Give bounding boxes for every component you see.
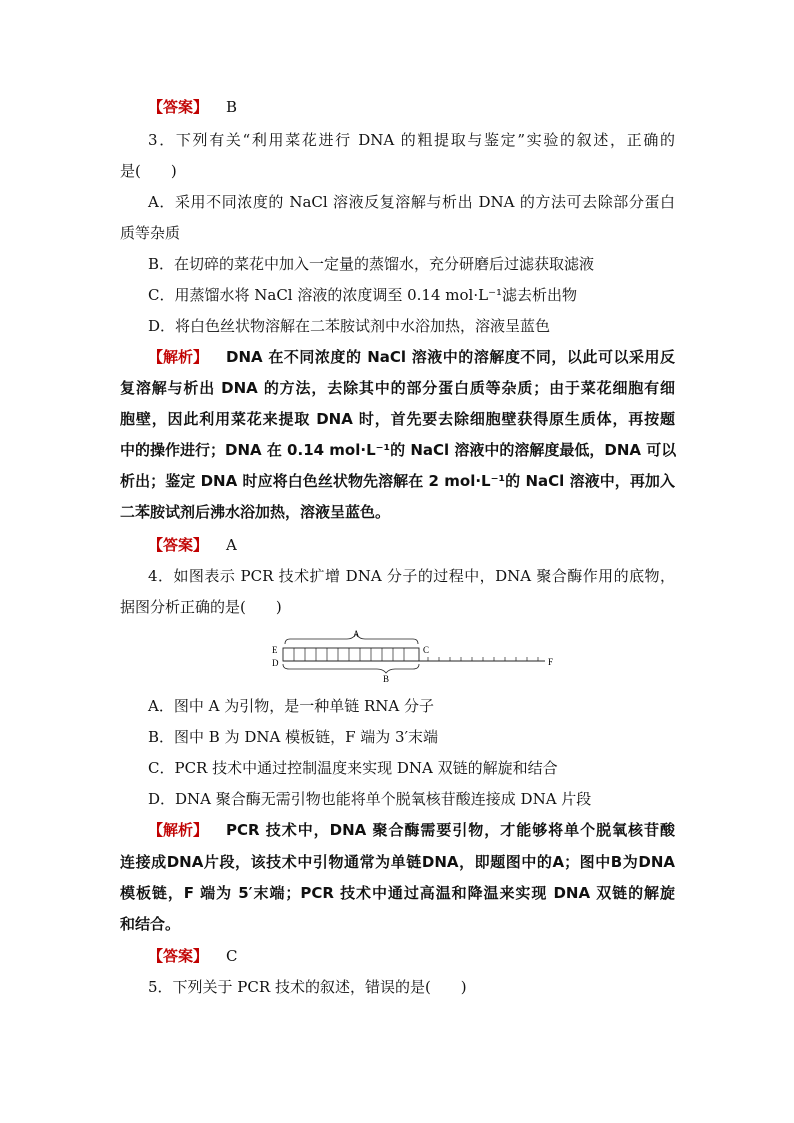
- q3-analysis-line1: [148, 347, 675, 367]
- q3-analysis-line5: 析出；鉴定 DNA 时应将白色丝状物先溶解在 2 mol·L⁻¹的 NaCl 溶液中，再加入: [120, 472, 675, 490]
- label-e: E: [272, 645, 278, 655]
- q3-answer-value: A: [226, 536, 237, 554]
- q3-stem-line1: 3．下列有关“利用菜花进行 DNA 的粗提取与鉴定”实验的叙述，正确的: [148, 131, 675, 149]
- q3-analysis-line3: 胞壁，因此利用菜花来提取 DNA 时，首先要去除细胞壁获得原生质体，再按题: [120, 410, 675, 428]
- brace-a: [285, 634, 418, 644]
- q4-analysis-line4: 和结合。: [120, 915, 181, 933]
- q4-answer-line: [148, 946, 238, 966]
- q3-option-c: C．用蒸馏水将 NaCl 溶液的浓度调至 0.14 mol·L⁻¹滤去析出物: [148, 286, 578, 304]
- q4-analysis-line1: [148, 820, 675, 840]
- q3-analysis-line2: 复溶解与析出 DNA 的方法，去除其中的部分蛋白质等杂质；由于菜花细胞有细: [120, 379, 675, 397]
- q3-analysis-text1: DNA 在不同浓度的 NaCl 溶液中的溶解度不同，以此可以采用反: [226, 348, 675, 366]
- q3-option-b: B．在切碎的菜花中加入一定量的蒸馏水，充分研磨后过滤获取滤液: [148, 255, 595, 273]
- q4-option-a: A．图中 A 为引物，是一种单链 RNA 分子: [148, 697, 434, 715]
- answer-label: 【答案】: [148, 98, 209, 116]
- q4-option-c: C．PCR 技术中通过控制温度来实现 DNA 双链的解旋和结合: [148, 759, 558, 777]
- label-d: D: [272, 658, 279, 668]
- brace-b: [283, 664, 419, 673]
- q3-analysis-line6: 二苯胺试剂后沸水浴加热，溶液呈蓝色。: [120, 503, 391, 521]
- q4-analysis-line2: 连接成DNA片段，该技术中引物通常为单链DNA，即题图中的A；图中B为DNA: [120, 853, 675, 871]
- q4-analysis-line3: 模板链，F 端为 5′末端；PCR 技术中通过高温和降温来实现 DNA 双链的解旋: [120, 884, 675, 902]
- q4-stem-line2: 据图分析正确的是( ): [120, 598, 282, 616]
- q4-analysis-text1: PCR 技术中，DNA 聚合酶需要引物，才能够将单个脱氧核苷酸: [226, 821, 675, 839]
- primer-strand: [283, 648, 419, 661]
- primer-segments: [294, 648, 404, 661]
- pcr-diagram: [265, 628, 565, 684]
- label-c: C: [423, 645, 430, 655]
- q4-option-d: D．DNA 聚合酶无需引物也能将单个脱氧核苷酸连接成 DNA 片段: [148, 790, 592, 808]
- label-f: F: [548, 657, 554, 667]
- label-b: B: [383, 674, 390, 684]
- q3-option-a-line1: A．采用不同浓度的 NaCl 溶液反复溶解与析出 DNA 的方法可去除部分蛋白: [148, 193, 675, 211]
- answer-label: 【答案】: [148, 536, 209, 554]
- q5-stem-line1: 5．下列关于 PCR 技术的叙述，错误的是( ): [148, 978, 467, 996]
- q3-answer-line: [148, 535, 237, 555]
- answer-value: B: [226, 98, 238, 116]
- q4-option-b: B．图中 B 为 DNA 模板链，F 端为 3′末端: [148, 728, 438, 746]
- analysis-label: 【解析】: [148, 348, 209, 366]
- q3-option-a-line2: 质等杂质: [120, 224, 181, 242]
- analysis-label: 【解析】: [148, 821, 209, 839]
- q3-analysis-line4: 中的操作进行；DNA 在 0.14 mol·L⁻¹的 NaCl 溶液中的溶解度最低，DNA 可以: [120, 441, 677, 459]
- template-ticks: [428, 657, 538, 661]
- label-a: A: [353, 629, 360, 639]
- q3-option-d: D．将白色丝状物溶解在二苯胺试剂中水浴加热，溶液呈蓝色: [148, 317, 551, 335]
- answer-line: [148, 97, 237, 117]
- q4-stem-line1: 4．如图表示 PCR 技术扩增 DNA 分子的过程中，DNA 聚合酶作用的底物，: [148, 567, 675, 585]
- q4-answer-value: C: [226, 947, 238, 965]
- answer-label: 【答案】: [148, 947, 209, 965]
- q3-stem-line2: 是( ): [120, 162, 177, 180]
